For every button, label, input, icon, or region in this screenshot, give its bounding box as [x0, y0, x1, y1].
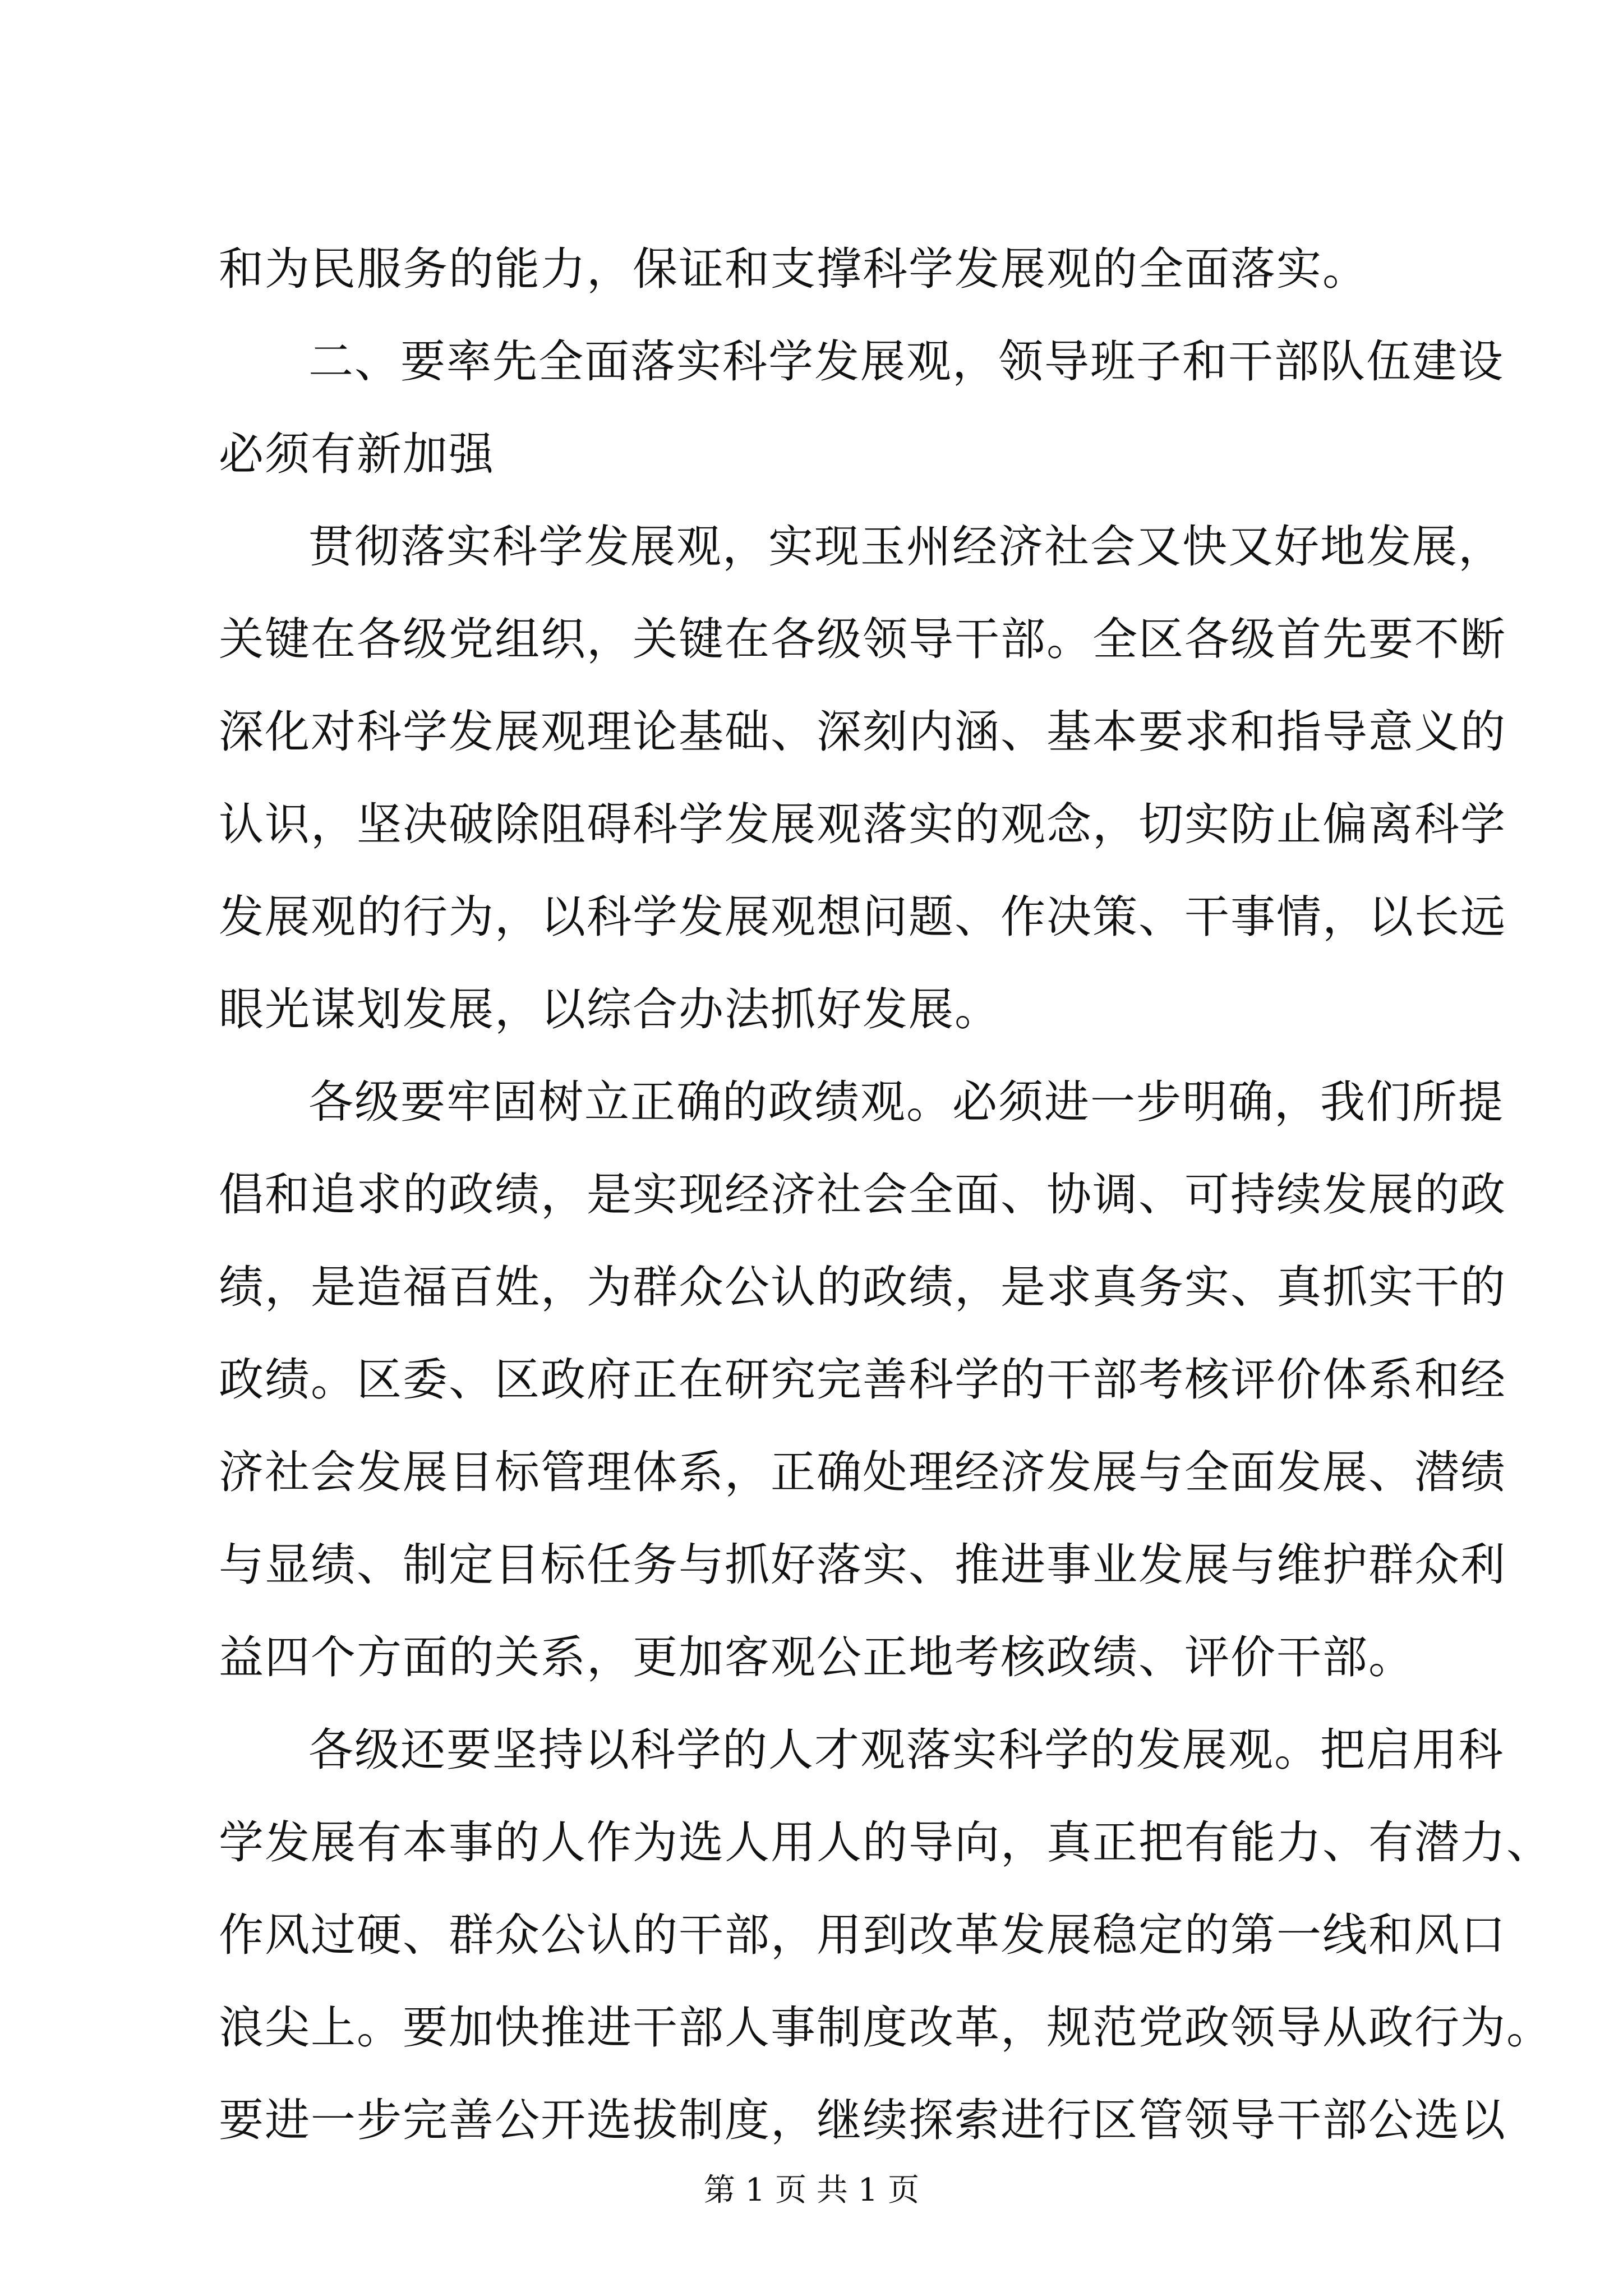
text-line: 贯彻落实科学发展观，实现玉州经济社会又快又好地发展， [308, 521, 1504, 573]
page-number-footer: 第 1 页 共 1 页 [703, 2172, 920, 2208]
text-line: 发展观的行为，以科学发展观想问题、作决策、干事情，以长远 [219, 891, 1506, 943]
text-line: 浪尖上。要加快推进干部人事制度改革，规范党政领导从政行为。 [219, 2001, 1552, 2054]
text-line: 与显绩、制定目标任务与抓好落实、推进事业发展与维护群众利 [219, 1539, 1506, 1591]
section-heading-line: 必须有新加强 [219, 428, 495, 480]
section-heading-line: 二、要率先全面落实科学发展观，领导班子和干部队伍建设 [308, 335, 1504, 388]
text-line: 各级还要坚持以科学的人才观落实科学的发展观。把启用科 [308, 1724, 1504, 1776]
text-line: 眼光谋划发展，以综合办法抓好发展。 [219, 983, 1000, 1036]
text-line: 认识，坚决破除阻碍科学发展观落实的观念，切实防止偏离科学 [219, 798, 1506, 850]
text-line: 深化对科学发展观理论基础、深刻内涵、基本要求和指导意义的 [219, 706, 1506, 758]
text-line: 各级要牢固树立正确的政绩观。必须进一步明确，我们所提 [308, 1076, 1504, 1128]
text-line: 政绩。区委、区政府正在研究完善科学的干部考核评价体系和经 [219, 1354, 1506, 1406]
text-line: 倡和追求的政绩，是实现经济社会全面、协调、可持续发展的政 [219, 1168, 1506, 1221]
text-line: 要进一步完善公开选拔制度，继续探索进行区管领导干部公选以 [219, 2094, 1506, 2146]
text-line: 作风过硬、群众公认的干部，用到改革发展稳定的第一线和风口 [219, 1909, 1506, 1961]
text-line: 关键在各级党组织，关键在各级领导干部。全区各级首先要不断 [219, 613, 1506, 665]
text-line: 学发展有本事的人作为选人用人的导向，真正把有能力、有潜力、 [219, 1816, 1552, 1869]
text-line: 益四个方面的关系，更加客观公正地考核政绩、评价干部。 [219, 1631, 1414, 1683]
text-line: 和为民服务的能力，保证和支撑科学发展观的全面落实。 [219, 243, 1368, 295]
text-line: 绩，是造福百姓，为群众公认的政绩，是求真务实、真抓实干的 [219, 1261, 1506, 1313]
text-line: 济社会发展目标管理体系，正确处理经济发展与全面发展、潜绩 [219, 1446, 1506, 1498]
